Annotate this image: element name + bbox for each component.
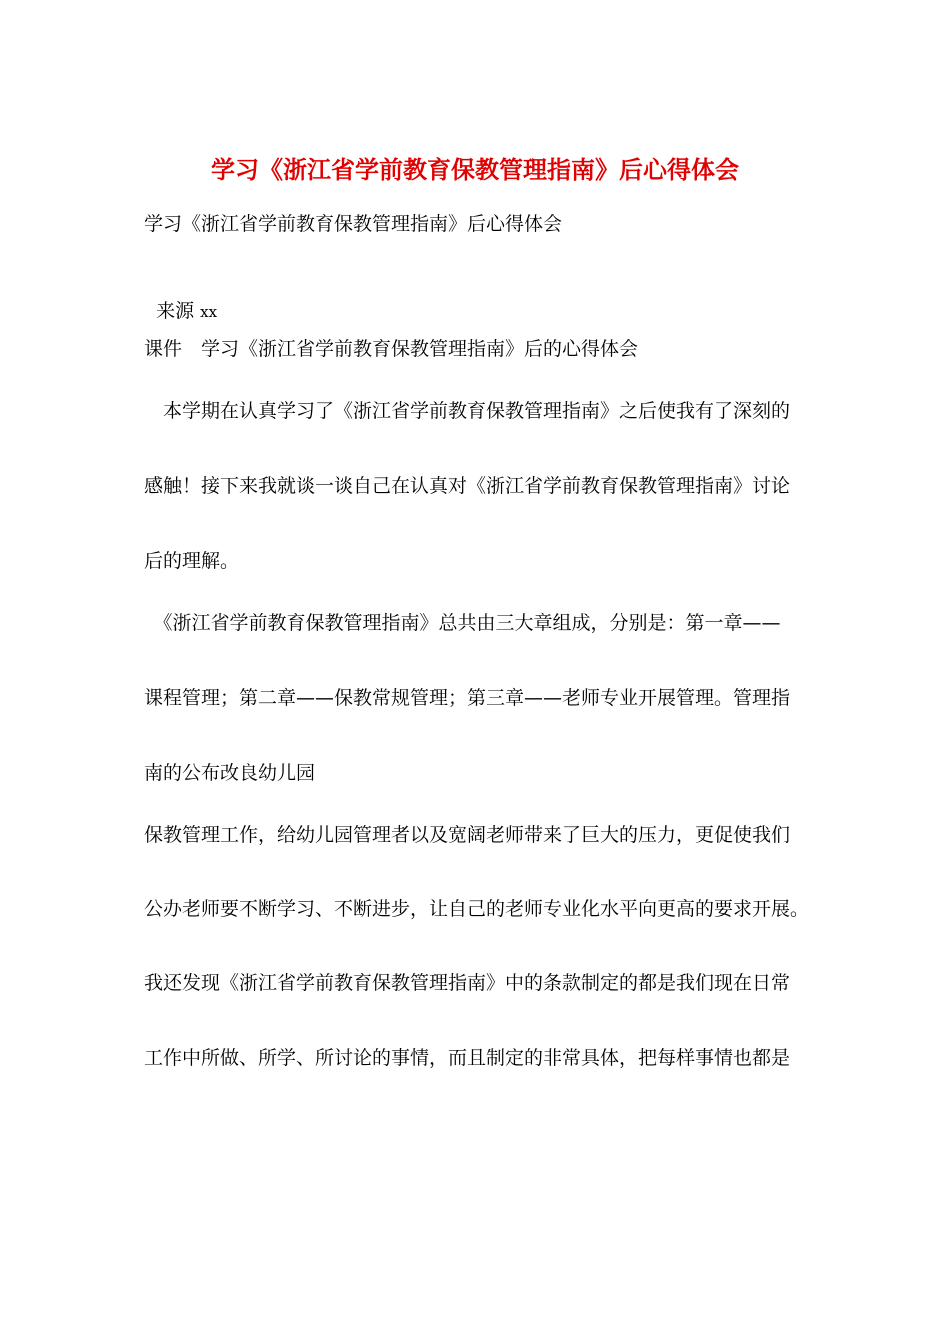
source-line xyxy=(144,275,217,324)
body-line: 公办老师要不断学习、不断进步，让自己的老师专业化水平向更高的要求开展。 xyxy=(144,898,810,920)
body-line: 工作中所做、所学、所讨论的事情，而且制定的非常具体，把每样事情也都是 xyxy=(144,1047,791,1069)
body-line: 《浙江省学前教育保教管理指南》总共由三大章组成，分别是：第一章—— xyxy=(144,612,781,634)
body-line: 课程管理；第二章——保教常规管理；第三章——老师专业开展管理。管理指 xyxy=(144,687,791,709)
body-line: 感触！接下来我就谈一谈自己在认真对《浙江省学前教育保教管理指南》讨论 xyxy=(144,475,791,497)
source-label: 来源 xyxy=(156,300,195,322)
body-line: 南的公布改良幼儿园 xyxy=(144,762,316,784)
body-line: 本学期在认真学习了《浙江省学前教育保教管理指南》之后使我有了深刻的 xyxy=(144,400,791,422)
document-title: 学习《浙江省学前教育保教管理指南》后心得体会 xyxy=(211,155,739,184)
source-value: xx xyxy=(200,303,218,321)
course-line: 课件 学习《浙江省学前教育保教管理指南》后的心得体会 xyxy=(144,338,639,360)
body-line: 保教管理工作，给幼儿园管理者以及宽阔老师带来了巨大的压力，更促使我们 xyxy=(144,824,791,846)
body-line: 后的理解。 xyxy=(144,550,240,572)
body-line: 我还发现《浙江省学前教育保教管理指南》中的条款制定的都是我们现在日常 xyxy=(144,972,791,994)
document-subtitle: 学习《浙江省学前教育保教管理指南》后心得体会 xyxy=(144,213,563,235)
